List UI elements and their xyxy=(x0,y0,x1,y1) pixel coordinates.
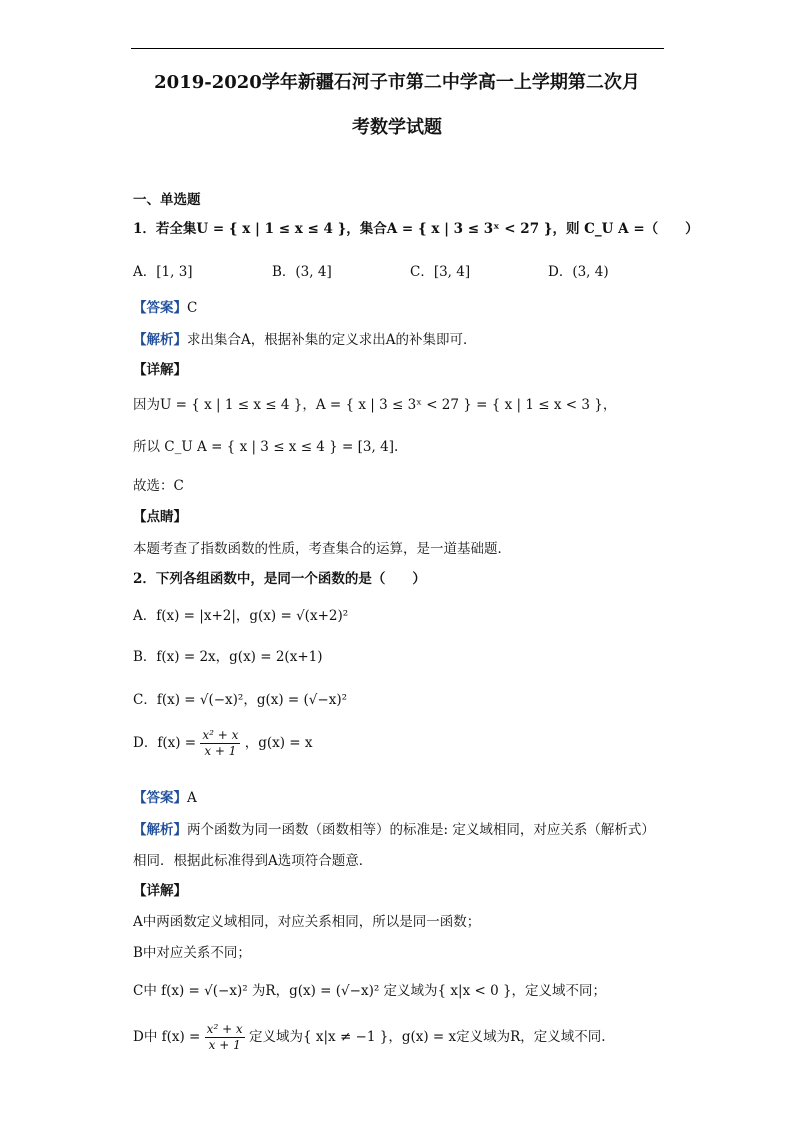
q2-analysis-line-2: 相同．根据此标准得到A选项符合题意． xyxy=(133,853,373,869)
q2-detail-b: B中对应关系不同； xyxy=(133,945,251,961)
q2-stem: 2．下列各组函数中，是同一个函数的是（ ） xyxy=(133,571,426,587)
q2-detail-d xyxy=(133,1022,606,1053)
q2-detail-d-tail: 定义域为{ x|x ≠ −1 }，g(x) = x定义域为R，定义域不同. xyxy=(249,1029,606,1045)
q1-option-d: D．(3, 4) xyxy=(548,264,609,280)
q1-option-c: C．[3, 4] xyxy=(410,264,471,280)
q1-detail-tag: 【详解】 xyxy=(133,362,187,378)
fraction-denominator: x + 1 xyxy=(204,744,237,758)
q1-comment-text: 本题考查了指数函数的性质，考查集合的运算，是一道基础题． xyxy=(133,541,511,557)
q1-comment-tag: 【点睛】 xyxy=(133,509,187,525)
q2-detail-a: A中两函数定义域相同，对应关系相同，所以是同一函数； xyxy=(133,914,481,930)
fraction-numerator: x² + x xyxy=(206,1022,243,1036)
q1-option-b: B．(3, 4] xyxy=(272,264,332,280)
q2-option-d-label: D．f(x) = xyxy=(133,735,197,751)
q2-answer-line xyxy=(133,786,197,806)
q2-detail-tag: 【详解】 xyxy=(133,883,187,899)
q1-choose: 故选：C xyxy=(133,478,184,494)
q2-option-c: C．f(x) = √(−x)²，g(x) = (√−x)² xyxy=(133,692,347,708)
page-title-line-1: 2019-2020学年新疆石河子市第二中学高一上学期第二次月 xyxy=(154,72,640,93)
q1-detail-line-2: 所以 C_U A = { x | 3 ≤ x ≤ 4 } = [3, 4]. xyxy=(133,439,399,455)
q2-detail-d-head: D中 f(x) = xyxy=(133,1029,201,1045)
q1-answer-tag: 【答案】 xyxy=(133,300,187,316)
q1-analysis-line xyxy=(133,328,477,348)
q2-analysis-text-1: 两个函数为同一函数（函数相等）的标准是: 定义域相同，对应关系（解析式） xyxy=(187,822,655,838)
header-rule xyxy=(131,48,664,49)
q1-answer-value: C xyxy=(187,300,198,316)
q1-option-a: A．[1, 3] xyxy=(133,264,193,280)
q2-detail-c: C中 f(x) = √(−x)² 为R，g(x) = (√−x)² 定义域为{ x|x < 0 }，定义域不同； xyxy=(133,983,607,999)
q1-answer-line xyxy=(133,296,197,316)
fraction-numerator: x² + x xyxy=(202,728,239,742)
q2-analysis-line-1 xyxy=(133,818,655,838)
q2-analysis-tag: 【解析】 xyxy=(133,822,187,838)
q1-analysis-text: 求出集合A，根据补集的定义求出A的补集即可． xyxy=(187,332,477,348)
q2-detail-d-fraction xyxy=(205,1022,245,1053)
section-heading: 一、单选题 xyxy=(133,192,201,208)
q2-option-a: A．f(x) = |x+2|，g(x) = √(x+2)² xyxy=(133,608,349,624)
q2-option-d-fraction xyxy=(200,728,240,759)
q2-option-d xyxy=(133,728,313,759)
q2-option-b: B．f(x) = 2x，g(x) = 2(x+1) xyxy=(133,649,323,665)
q2-answer-value: A xyxy=(187,790,197,806)
q1-analysis-tag: 【解析】 xyxy=(133,332,187,348)
q2-option-d-tail: ，g(x) = x xyxy=(244,735,313,751)
q1-stem: 1．若全集U = { x | 1 ≤ x ≤ 4 }，集合A = { x | 3 ≤ 3ˣ < 27 }，则 C_U A =（ ） xyxy=(133,221,699,237)
q1-detail-line-1: 因为U = { x | 1 ≤ x ≤ 4 }，A = { x | 3 ≤ 3ˣ < 27 } = { x | 1 ≤ x < 3 }， xyxy=(133,397,617,413)
page-title-line-2: 考数学试题 xyxy=(352,117,442,138)
fraction-denominator: x + 1 xyxy=(208,1038,241,1052)
q2-answer-tag: 【答案】 xyxy=(133,790,187,806)
